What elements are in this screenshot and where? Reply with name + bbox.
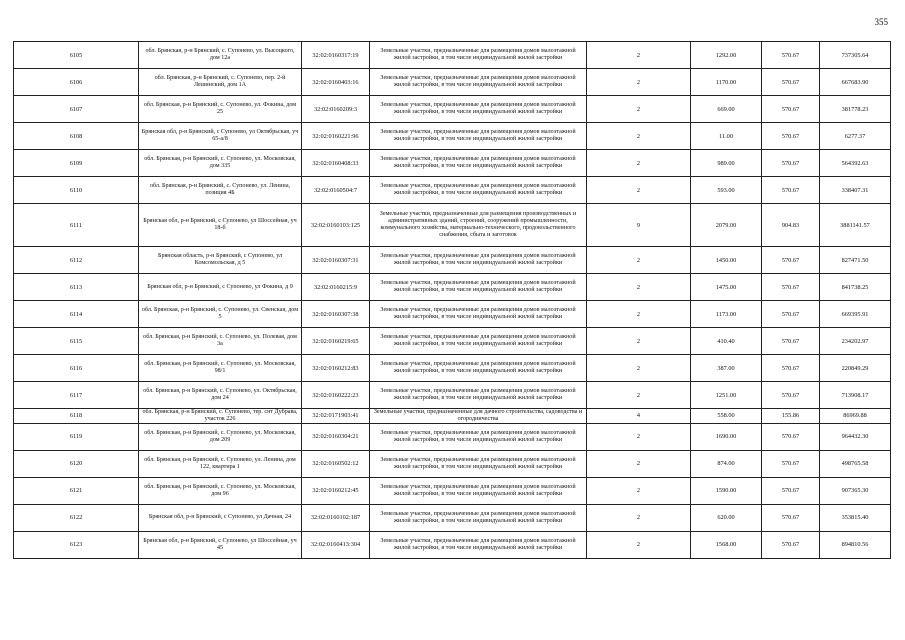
land-use-cell: Земельные участки, предназначенные для размещения домов малоэтажной жилой застройки, в том числе индивидуальной жилой застройки xyxy=(370,382,587,409)
land-use-cell: Земельные участки, предназначенные для размещения домов малоэтажной жилой застройки, в том числе индивидуальной жилой застройки xyxy=(370,355,587,382)
specific-value-cell: 155.86 xyxy=(762,409,820,424)
address-cell: обл. Брянская, р-н Брянский, с. Супонево, ул. Ленина, позиция 4Б xyxy=(139,177,302,204)
cadastral-value-cell: 667683.90 xyxy=(820,69,891,96)
table-row xyxy=(14,177,891,204)
table-row xyxy=(14,531,891,558)
cadastral-number-cell: 32:02:0160221:96 xyxy=(302,123,370,150)
row-number-cell: 6118 xyxy=(14,409,139,424)
cadastral-number-cell: 32:02:0160317:19 xyxy=(302,42,370,69)
cadastral-number-cell: 32:02:0160103:125 xyxy=(302,204,370,247)
area-cell: 1173.00 xyxy=(691,301,762,328)
table-row xyxy=(14,477,891,504)
cadastral-number-cell: 32:02:0160408:33 xyxy=(302,150,370,177)
specific-value-cell: 570.67 xyxy=(762,69,820,96)
use-group-cell: 2 xyxy=(587,247,691,274)
use-group-cell: 2 xyxy=(587,150,691,177)
specific-value-cell: 904.83 xyxy=(762,204,820,247)
address-cell: Брянская обл, р-н Брянский, с Супонево, ул Шоссейная, уч 45 xyxy=(139,531,302,558)
area-cell: 669.00 xyxy=(691,96,762,123)
area-cell: 1568.00 xyxy=(691,531,762,558)
address-cell: обл. Брянская, р-н Брянский, с. Супонево, ул. Московская, дом 209 xyxy=(139,423,302,450)
use-group-cell: 2 xyxy=(587,423,691,450)
row-number-cell: 6113 xyxy=(14,274,139,301)
specific-value-cell: 570.67 xyxy=(762,477,820,504)
cadastral-value-cell: 737305.64 xyxy=(820,42,891,69)
cadastral-number-cell: 32:02:0160215:9 xyxy=(302,274,370,301)
table-row xyxy=(14,423,891,450)
area-cell: 410.40 xyxy=(691,328,762,355)
cadastral-value-cell: 3881141.57 xyxy=(820,204,891,247)
cadastral-value-cell: 669395.91 xyxy=(820,301,891,328)
land-use-cell: Земельные участки, предназначенные для размещения домов малоэтажной жилой застройки, в том числе индивидуальной жилой застройки xyxy=(370,96,587,123)
specific-value-cell: 570.67 xyxy=(762,96,820,123)
cadastral-value-cell: 964432.30 xyxy=(820,423,891,450)
specific-value-cell: 570.67 xyxy=(762,123,820,150)
cadastral-number-cell: 32:02:0160413:304 xyxy=(302,531,370,558)
use-group-cell: 2 xyxy=(587,328,691,355)
specific-value-cell: 570.67 xyxy=(762,355,820,382)
table-row xyxy=(14,409,891,424)
address-cell: обл. Брянская, р-н Брянский, с. Супонево, ул. Свенская, дом 5 xyxy=(139,301,302,328)
cadastral-number-cell: 32:02:0160102:187 xyxy=(302,504,370,531)
cadastral-value-cell: 498765.58 xyxy=(820,450,891,477)
specific-value-cell: 570.67 xyxy=(762,450,820,477)
use-group-cell: 2 xyxy=(587,123,691,150)
specific-value-cell: 570.67 xyxy=(762,150,820,177)
address-cell: обл. Брянская, р-н Брянский, с. Супонево, ул. Ленина, дом 122, квартира 1 xyxy=(139,450,302,477)
address-cell: обл. Брянская, р-н Брянский, с. Супонево, ул. Полевая, дом 3а xyxy=(139,328,302,355)
area-cell: 1690.00 xyxy=(691,423,762,450)
area-cell: 1170.00 xyxy=(691,69,762,96)
specific-value-cell: 570.67 xyxy=(762,423,820,450)
use-group-cell: 2 xyxy=(587,477,691,504)
row-number-cell: 6112 xyxy=(14,247,139,274)
row-number-cell: 6117 xyxy=(14,382,139,409)
land-use-cell: Земельные участки, предназначенные для дачного строительства, садоводства и огородничества xyxy=(370,409,587,424)
land-use-cell: Земельные участки, предназначенные для размещения домов малоэтажной жилой застройки, в том числе индивидуальной жилой застройки xyxy=(370,177,587,204)
use-group-cell: 2 xyxy=(587,96,691,123)
cadastral-value-table xyxy=(13,41,891,559)
land-use-cell: Земельные участки, предназначенные для размещения домов малоэтажной жилой застройки, в том числе индивидуальной жилой застройки xyxy=(370,477,587,504)
use-group-cell: 2 xyxy=(587,42,691,69)
land-use-cell: Земельные участки, предназначенные для размещения домов малоэтажной жилой застройки, в том числе индивидуальной жилой застройки xyxy=(370,150,587,177)
land-use-cell: Земельные участки, предназначенные для размещения домов малоэтажной жилой застройки, в том числе индивидуальной жилой застройки xyxy=(370,42,587,69)
cadastral-value-cell: 220849.29 xyxy=(820,355,891,382)
row-number-cell: 6111 xyxy=(14,204,139,247)
cadastral-value-cell: 894810.56 xyxy=(820,531,891,558)
use-group-cell: 4 xyxy=(587,409,691,424)
table-row xyxy=(14,328,891,355)
cadastral-value-cell: 841738.25 xyxy=(820,274,891,301)
row-number-cell: 6116 xyxy=(14,355,139,382)
row-number-cell: 6119 xyxy=(14,423,139,450)
use-group-cell: 2 xyxy=(587,355,691,382)
specific-value-cell: 570.67 xyxy=(762,328,820,355)
area-cell: 989.00 xyxy=(691,150,762,177)
specific-value-cell: 570.67 xyxy=(762,301,820,328)
area-cell: 1475.00 xyxy=(691,274,762,301)
address-cell: обл. Брянская, р-н Брянский, с. Супонево, ул. Московская, дом 96 xyxy=(139,477,302,504)
cadastral-number-cell: 32:02:0160304:21 xyxy=(302,423,370,450)
specific-value-cell: 570.67 xyxy=(762,42,820,69)
cadastral-value-cell: 338407.31 xyxy=(820,177,891,204)
area-cell: 1292.00 xyxy=(691,42,762,69)
area-cell: 593.00 xyxy=(691,177,762,204)
address-cell: обл. Брянская, р-н Брянский, с. Супонево, тер. снт Дубрава, участок 226 xyxy=(139,409,302,424)
use-group-cell: 2 xyxy=(587,301,691,328)
use-group-cell: 2 xyxy=(587,504,691,531)
address-cell: обл. Брянская, р-н Брянский, с. Супонево, ул. Фокина, дом 25 xyxy=(139,96,302,123)
row-number-cell: 6115 xyxy=(14,328,139,355)
area-cell: 1251.00 xyxy=(691,382,762,409)
row-number-cell: 6121 xyxy=(14,477,139,504)
area-cell: 11.00 xyxy=(691,123,762,150)
area-cell: 1590.00 xyxy=(691,477,762,504)
use-group-cell: 2 xyxy=(587,177,691,204)
land-use-cell: Земельные участки, предназначенные для размещения домов малоэтажной жилой застройки, в том числе индивидуальной жилой застройки xyxy=(370,328,587,355)
row-number-cell: 6106 xyxy=(14,69,139,96)
table-row xyxy=(14,450,891,477)
land-use-cell: Земельные участки, предназначенные для размещения домов малоэтажной жилой застройки, в том числе индивидуальной жилой застройки xyxy=(370,450,587,477)
cadastral-number-cell: 32:02:0160403:16 xyxy=(302,69,370,96)
cadastral-number-cell: 32:02:0160212:83 xyxy=(302,355,370,382)
row-number-cell: 6120 xyxy=(14,450,139,477)
use-group-cell: 2 xyxy=(587,382,691,409)
cadastral-number-cell: 32:02:0160504:7 xyxy=(302,177,370,204)
specific-value-cell: 570.67 xyxy=(762,382,820,409)
land-use-cell: Земельные участки, предназначенные для размещения производственных и административных зданий, строений, сооружений промышленности, коммунального хозяйства, материально-технического, продовольственного снабжения, сбыта и заготовок xyxy=(370,204,587,247)
cadastral-value-cell: 907365.30 xyxy=(820,477,891,504)
use-group-cell: 2 xyxy=(587,274,691,301)
area-cell: 874.00 xyxy=(691,450,762,477)
row-number-cell: 6105 xyxy=(14,42,139,69)
cadastral-value-cell: 86969.88 xyxy=(820,409,891,424)
row-number-cell: 6108 xyxy=(14,123,139,150)
table-row xyxy=(14,301,891,328)
cadastral-number-cell: 32:02:0160222:23 xyxy=(302,382,370,409)
cadastral-value-cell: 6277.37 xyxy=(820,123,891,150)
address-cell: Брянская обл, р-н Брянский, с Супонево, ул Фокина, д 9 xyxy=(139,274,302,301)
address-cell: Брянская область, р-н Брянский, с Супонево, ул Комсомольская, д 5 xyxy=(139,247,302,274)
row-number-cell: 6110 xyxy=(14,177,139,204)
use-group-cell: 2 xyxy=(587,531,691,558)
cadastral-number-cell: 32:02:0160307:38 xyxy=(302,301,370,328)
land-use-cell: Земельные участки, предназначенные для размещения домов малоэтажной жилой застройки, в том числе индивидуальной жилой застройки xyxy=(370,123,587,150)
address-cell: обл. Брянская, р-н Брянский, с. Супонево, ул. Октябрьская, дом 24 xyxy=(139,382,302,409)
cadastral-number-cell: 32:02:0171903:41 xyxy=(302,409,370,424)
address-cell: обл. Брянская, р-н Брянский, с. Супонево, ул. Московская, дом 335 xyxy=(139,150,302,177)
specific-value-cell: 570.67 xyxy=(762,177,820,204)
address-cell: Брянская обл, р-н Брянский, с Супонево, ул Дачная, 24 xyxy=(139,504,302,531)
table-row xyxy=(14,123,891,150)
address-cell: обл. Брянская, р-н Брянский, с. Супонево, пер. 2-й Лешинский, дом 1А xyxy=(139,69,302,96)
land-use-cell: Земельные участки, предназначенные для размещения домов малоэтажной жилой застройки, в том числе индивидуальной жилой застройки xyxy=(370,69,587,96)
table-row xyxy=(14,382,891,409)
table-row xyxy=(14,355,891,382)
table-row xyxy=(14,69,891,96)
cadastral-value-cell: 564392.63 xyxy=(820,150,891,177)
table-row xyxy=(14,274,891,301)
specific-value-cell: 570.67 xyxy=(762,531,820,558)
address-cell: обл. Брянская, р-н Брянский, с. Супонево, ул. Высоцкого, дом 12а xyxy=(139,42,302,69)
specific-value-cell: 570.67 xyxy=(762,274,820,301)
cadastral-value-cell: 827471.50 xyxy=(820,247,891,274)
address-cell: обл. Брянская, р-н Брянский, с. Супонево, ул. Московская, 98/1 xyxy=(139,355,302,382)
page-number: 355 xyxy=(874,17,888,27)
table-row xyxy=(14,150,891,177)
use-group-cell: 9 xyxy=(587,204,691,247)
specific-value-cell: 570.67 xyxy=(762,504,820,531)
table-body xyxy=(14,42,891,559)
address-cell: Брянская обл, р-н Брянский, с Супонево, ул Октябрьская, уч 65-а/8 xyxy=(139,123,302,150)
table-row xyxy=(14,96,891,123)
cadastral-value-cell: 234202.97 xyxy=(820,328,891,355)
land-use-cell: Земельные участки, предназначенные для размещения домов малоэтажной жилой застройки, в том числе индивидуальной жилой застройки xyxy=(370,423,587,450)
land-use-cell: Земельные участки, предназначенные для размещения домов малоэтажной жилой застройки, в том числе индивидуальной жилой застройки xyxy=(370,301,587,328)
area-cell: 558.00 xyxy=(691,409,762,424)
land-use-cell: Земельные участки, предназначенные для размещения домов малоэтажной жилой застройки, в том числе индивидуальной жилой застройки xyxy=(370,504,587,531)
address-cell: Брянская обл, р-н Брянский, с Супонево, ул Шоссейная, уч 18-б xyxy=(139,204,302,247)
row-number-cell: 6114 xyxy=(14,301,139,328)
row-number-cell: 6122 xyxy=(14,504,139,531)
area-cell: 2079.00 xyxy=(691,204,762,247)
row-number-cell: 6123 xyxy=(14,531,139,558)
cadastral-value-cell: 353815.40 xyxy=(820,504,891,531)
table-row xyxy=(14,247,891,274)
land-use-cell: Земельные участки, предназначенные для размещения домов малоэтажной жилой застройки, в том числе индивидуальной жилой застройки xyxy=(370,247,587,274)
row-number-cell: 6109 xyxy=(14,150,139,177)
cadastral-number-cell: 32:02:0160219:65 xyxy=(302,328,370,355)
cadastral-number-cell: 32:02:0160212:45 xyxy=(302,477,370,504)
table-row xyxy=(14,42,891,69)
cadastral-number-cell: 32:02:0160307:31 xyxy=(302,247,370,274)
area-cell: 620.00 xyxy=(691,504,762,531)
cadastral-value-cell: 381778.23 xyxy=(820,96,891,123)
table-row xyxy=(14,504,891,531)
row-number-cell: 6107 xyxy=(14,96,139,123)
cadastral-value-cell: 713908.17 xyxy=(820,382,891,409)
use-group-cell: 2 xyxy=(587,450,691,477)
cadastral-number-cell: 32:02:0160209:3 xyxy=(302,96,370,123)
cadastral-number-cell: 32:02:0160502:12 xyxy=(302,450,370,477)
table-row xyxy=(14,204,891,247)
area-cell: 387.00 xyxy=(691,355,762,382)
land-use-cell: Земельные участки, предназначенные для размещения домов малоэтажной жилой застройки, в том числе индивидуальной жилой застройки xyxy=(370,531,587,558)
land-use-cell: Земельные участки, предназначенные для размещения домов малоэтажной жилой застройки, в том числе индивидуальной жилой застройки xyxy=(370,274,587,301)
use-group-cell: 2 xyxy=(587,69,691,96)
area-cell: 1450.00 xyxy=(691,247,762,274)
specific-value-cell: 570.67 xyxy=(762,247,820,274)
